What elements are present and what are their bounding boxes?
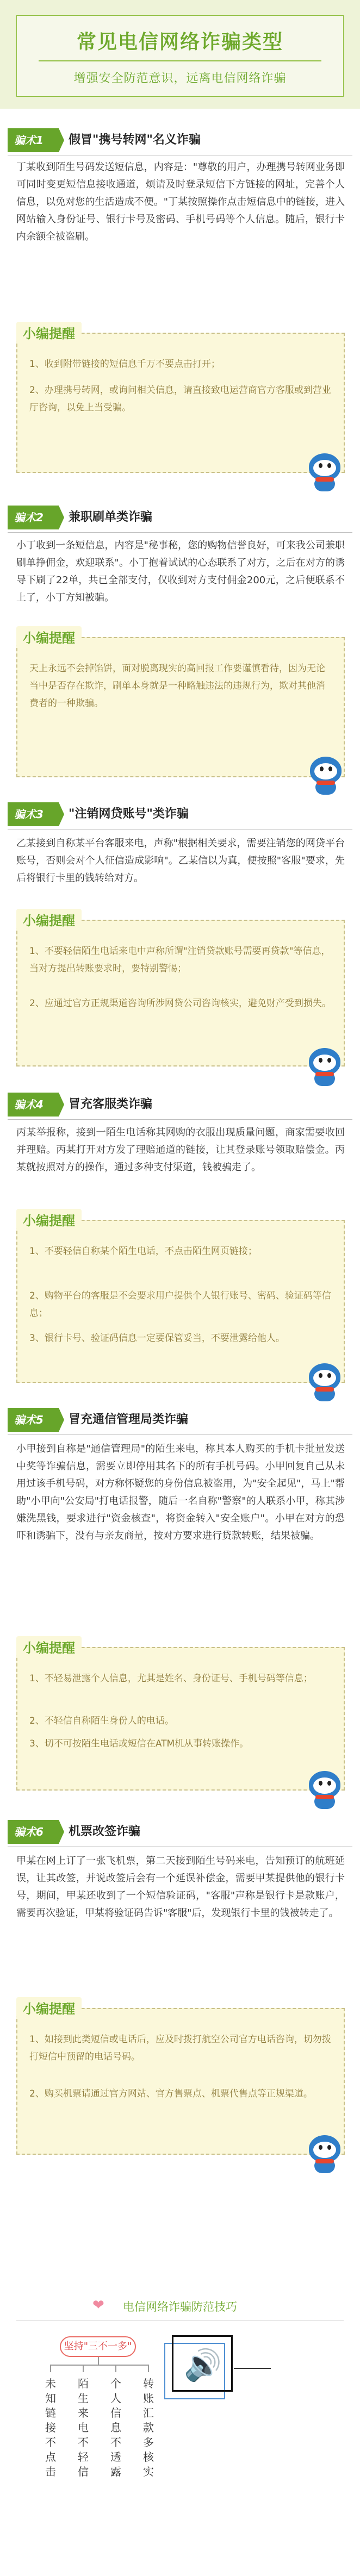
section-divider (8, 1119, 352, 1120)
section-tag: 骗术4 (8, 1093, 59, 1117)
section-body: 甲某在网上订了一张飞机票，第二天接到陌生号码来电，告知预订的航班延误，让其改签，并说改签后会有一个延误补偿金，需要甲某提供他的银行卡号，期间，甲某还收到了一个短信验证码，"客服"声称是银行卡是款账户，需要再次验证，甲某将验证码告诉"客服"后，发现银行卡里的钱被转走了。 (16, 1855, 345, 1919)
tip-box (16, 326, 345, 473)
section-body: 乙某接到自称某平台客服来电，声称"根据相关要求，需要注销您的网贷平台账号，否则会对个人征信造成影响"。乙某信以为真，便按照"客服"要求，先后将银行卡里的钱转给对方。 (16, 838, 345, 884)
tip-box (16, 631, 345, 777)
tip-item: 2、不轻信自称陌生身份人的电话。 (29, 1716, 174, 1726)
tip-item: 天上永远不会掉馅饼，面对脱离现实的高回报工作要谨慎看待，因为无论当中是否存在欺诈，刷单本身就是一种略触违法的违规行为，欺对其他消费者的一种欺骗。 (29, 663, 325, 709)
section-body: 小丁收到一条短信息，内容是"秘事秘，您的购物信誉良好，可来我公司兼职刷单挣佣金，欢迎联系"。小丁抱着试试的心态联系了对方，之后在对方的诱导下刷了22单，共已全部支付，仅收到对方支付佣金200元，之后便联系不上了，小丁方知被骗。 (16, 540, 345, 603)
tip-item: 1、不轻易泄露个人信息，尤其是姓名、身份证号、手机号码等信息； (29, 1673, 313, 1684)
section-title: 假冒"携号转网"名义诈骗 (69, 133, 201, 147)
tip-column: 个人信息不透露 (110, 2377, 121, 2478)
tree-connector (98, 2357, 99, 2365)
heart-icon: ❤ (92, 2297, 104, 2313)
tip-label: 小编提醒 (16, 322, 82, 343)
section-tag: 骗术1 (8, 128, 59, 152)
tip-column: 转账汇款多核实 (143, 2377, 154, 2478)
footer-title: 电信网络诈骗防范技巧 (123, 2300, 237, 2313)
mascot-icon (305, 452, 345, 492)
tip-column: 未知链接不点击 (45, 2377, 56, 2478)
tip-label: 小编提醒 (16, 1636, 82, 1657)
footer-divider (16, 2320, 344, 2321)
section-body: 丙某举报称，接到一陌生电话称其网购的衣服出现质量问题，商家需要收回并理赔。丙某打开对方发了理赔通道的链接，让其登录账号领取赔偿金。丙某就按照对方的操作，通过多种支付渠道，钱被骗走了。 (16, 1127, 345, 1173)
mascot-icon (305, 1047, 345, 1087)
section-header-5 (8, 1408, 352, 1432)
banner-frame (16, 15, 344, 97)
section-tag: 骗术5 (8, 1408, 59, 1432)
section-body: 小甲接到自称是"通信管理局"的陌生来电，称其本人购买的手机卡批量发送中奖等诈骗信息，需要立即停用其名下的所有手机号码。小甲回复自己从未用过该手机号码，对方称怀疑您的身份信息被盗用，为"安全起见"，马上"帮助"小甲向"公安局"打电话报警，随后一名自称"警察"的人联系小甲，称其涉嫌洗黑钱，要求进行"资金核查"，将资金转入"安全账户"。小甲在对方的恐吓和诱骗下，没有与亲友商量，按对方要求进行贷款转账，结果被骗。 (16, 1443, 345, 1542)
three-no-badge: 坚持"三不一多" (60, 2336, 136, 2357)
tip-item: 1、不要轻信自称某个陌生电话，不点击陌生网页链接； (29, 1246, 257, 1257)
header-banner (0, 0, 360, 109)
section-title: 机票改签诈骗 (69, 1825, 141, 1838)
mascot-icon (305, 1770, 345, 1810)
banner-divider (39, 60, 321, 61)
page-title: 常见电信网络诈骗类型 (76, 31, 283, 53)
speaker-icon: 🔊 (184, 2348, 222, 2383)
page-subtitle: 增强安全防范意识，远离电信网络诈骗 (73, 72, 287, 85)
tip-box (16, 913, 345, 1066)
section-header-2 (8, 506, 352, 529)
section-title: 冒充通信管理局类诈骗 (69, 1413, 189, 1426)
section-title: "注销网贷账号"类诈骗 (69, 807, 189, 821)
tip-item: 2、购买机票请通过官方网站、官方售票点、机票代售点等正规渠道。 (29, 2088, 313, 2099)
tip-box (16, 2001, 345, 2155)
section-body: 丁某收到陌生号码发送短信息，内容是："尊敬的用户，办理携号转网业务即可同时变更短信息接收通道，烦请及时登录短信下方链接的网址，完善个人信息，以免对您的生活造成不便。"丁某按照操作点击短信息中的链接，进入网站输入身份证号、银行卡号及密码、手机号码等个人信息。随后，银行卡内余额全被盗刷。 (16, 161, 345, 242)
tree-connector (148, 2365, 149, 2372)
section-tag: 骗术2 (8, 506, 59, 529)
tip-item: 3、切不可按陌生电话或短信在ATM机从事转账操作。 (29, 1738, 249, 1749)
tip-label: 小编提醒 (16, 1209, 82, 1230)
section-header-1 (8, 128, 352, 152)
tip-item: 2、办理携号转网，或询问相关信息，请直接致电运营商官方客服或到营业厅咨询，以免上当受骗。 (29, 385, 331, 413)
section-tag: 骗术6 (8, 1820, 59, 1844)
tip-label: 小编提醒 (16, 909, 82, 930)
tree-connector (83, 2365, 84, 2372)
section-divider (8, 1434, 352, 1435)
tip-item: 1、如接到此类短信或电话后，应及时拨打航空公司官方电话咨询，切勿拨打短信中预留的电话号码。 (29, 2034, 331, 2062)
mascot-icon (306, 756, 346, 796)
tip-item: 2、购物平台的客服是不会要求用户提供个人银行账号、密码、验证码等信息； (29, 1290, 331, 1319)
section-divider (8, 532, 352, 533)
section-header-4 (8, 1093, 352, 1117)
tip-item: 1、收到附带链接的短信息千万不要点击打开； (29, 359, 220, 370)
tip-label: 小编提醒 (16, 1997, 82, 2018)
tip-box (16, 1641, 345, 1791)
tip-item: 1、不要轻信陌生电话来电中声称所谓"注销贷款账号需要再贷款"等信息，当对方提出转账要求时，要特别警惕； (29, 946, 331, 974)
mascot-icon (305, 2134, 345, 2174)
tree-connector (50, 2365, 149, 2366)
tip-column: 陌生来电不轻信 (78, 2377, 89, 2478)
section-title: 兼职刷单类诈骗 (69, 510, 153, 524)
tree-connector (50, 2365, 51, 2372)
tip-label: 小编提醒 (16, 626, 82, 647)
section-title: 冒充客服类诈骗 (69, 1097, 153, 1111)
mascot-icon (305, 1362, 345, 1402)
section-header-3 (8, 802, 352, 826)
section-header-6 (8, 1820, 352, 1844)
tip-item: 3、银行卡号、验证码信息一定要保管妥当，不要泄露给他人。 (29, 1333, 285, 1344)
tip-item: 2、应通过官方正规渠道咨询所涉网贷公司咨询核实，避免财产受到损失。 (29, 998, 331, 1009)
speaker-connector (234, 2368, 271, 2369)
tip-box (16, 1213, 345, 1383)
section-tag: 骗术3 (8, 802, 59, 826)
tree-connector (115, 2365, 116, 2372)
